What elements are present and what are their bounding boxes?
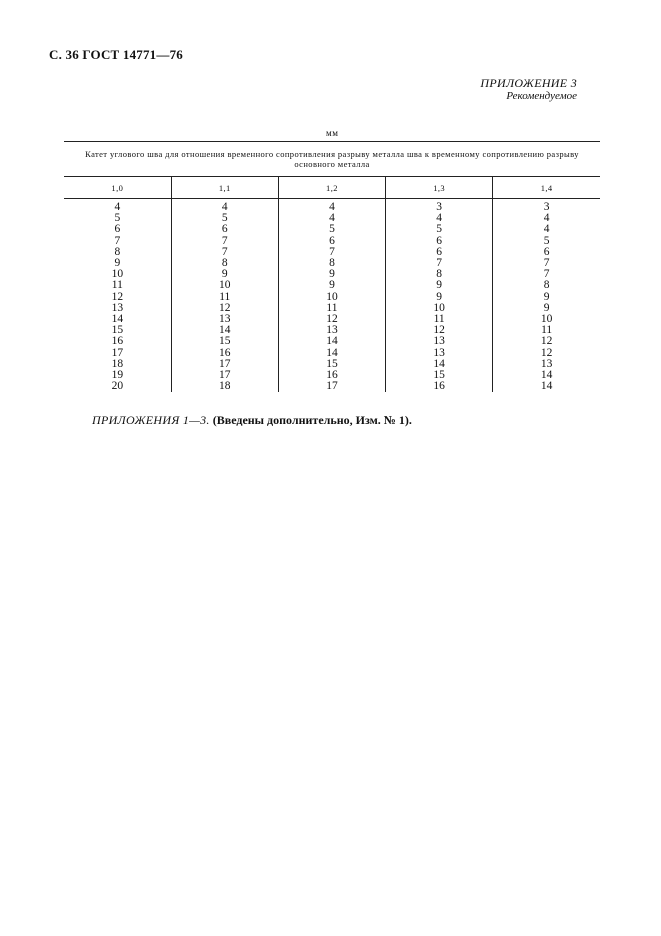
table-cell: 13 [111, 301, 124, 314]
table-cell: 16 [171, 348, 278, 359]
table-cell: 15 [111, 324, 124, 337]
table-cell: 7 [171, 236, 278, 247]
table-cell: 5 [493, 236, 600, 247]
table-cell: 17 [171, 359, 278, 370]
table-cell: 9 [278, 280, 385, 291]
table-cell: 10 [111, 268, 124, 281]
table-cell: 14 [111, 313, 124, 326]
table-cell: 8 [493, 280, 600, 291]
footnote [92, 413, 412, 428]
footnote-text: (Введены дополнительно, Изм. № 1). [212, 413, 412, 427]
column-header: 1,1 [171, 177, 278, 199]
table-cell: 4 [278, 213, 385, 224]
table-cell: 7 [171, 247, 278, 258]
appendix-title: ПРИЛОЖЕНИЕ 3 [480, 76, 577, 90]
table-row [64, 224, 600, 235]
table-cell: 14 [386, 359, 493, 370]
table-cell: 13 [171, 314, 278, 325]
table-cell: 5 [114, 212, 121, 225]
table-cell: 10 [278, 292, 385, 303]
appendix-heading [480, 77, 577, 103]
table-cell: 5 [386, 224, 493, 235]
table-cell: 12 [171, 303, 278, 314]
table-row [64, 336, 600, 347]
table-cell: 14 [171, 325, 278, 336]
table-cell: 15 [171, 336, 278, 347]
table-cell: 9 [386, 280, 493, 291]
table-row [64, 199, 600, 214]
table-cell: 11 [171, 292, 278, 303]
table-cell: 16 [278, 370, 385, 381]
column-header: 1,0 [64, 177, 171, 199]
page-header: С. 36 ГОСТ 14771—76 [49, 47, 183, 62]
table-cell: 7 [386, 258, 493, 269]
table-cell: 10 [171, 280, 278, 291]
column-header: 1,2 [278, 177, 385, 199]
table-cell: 8 [278, 258, 385, 269]
table-cell: 12 [386, 325, 493, 336]
table-cell: 7 [114, 234, 121, 247]
table-cell: 6 [171, 224, 278, 235]
table-cell: 19 [111, 369, 124, 382]
table-row [64, 381, 600, 392]
table-cell: 7 [493, 269, 600, 280]
table-cell: 5 [171, 213, 278, 224]
column-header-row [64, 177, 600, 199]
table-cell: 9 [386, 292, 493, 303]
table-cell: 13 [493, 359, 600, 370]
table-cell: 13 [386, 348, 493, 359]
table-cell: 7 [493, 258, 600, 269]
table-cell: 16 [111, 335, 124, 348]
table-cell: 8 [386, 269, 493, 280]
table-cell: 16 [386, 381, 493, 392]
units-label: мм [326, 128, 339, 138]
table-cell: 6 [386, 247, 493, 258]
table-cell: 3 [386, 199, 493, 214]
table-cell: 4 [493, 224, 600, 235]
table-cell: 11 [111, 279, 123, 292]
table-cell: 14 [278, 348, 385, 359]
appendix-subtitle: Рекомендуемое [506, 90, 577, 102]
table-cell: 3 [493, 199, 600, 214]
table-cell: 11 [386, 314, 493, 325]
table-cell: 14 [278, 336, 385, 347]
table-cell: 15 [278, 359, 385, 370]
table-cell: 14 [493, 381, 600, 392]
table-cell: 4 [114, 201, 121, 213]
table-cell: 7 [278, 247, 385, 258]
table-cell: 17 [171, 370, 278, 381]
table-cell: 6 [493, 247, 600, 258]
table-cell: 4 [278, 199, 385, 214]
table-cell: 20 [111, 380, 124, 393]
table-cell: 11 [278, 303, 385, 314]
table-cell: 5 [278, 224, 385, 235]
table-cell: 12 [493, 348, 600, 359]
table-cell: 12 [111, 290, 124, 303]
table-cell: 11 [493, 325, 600, 336]
table-cell: 10 [386, 303, 493, 314]
table-cell: 9 [493, 303, 600, 314]
table-cell: 9 [171, 269, 278, 280]
table-cell: 9 [493, 292, 600, 303]
table-cell: 10 [493, 314, 600, 325]
column-header: 1,4 [493, 177, 600, 199]
weld-leg-table [64, 141, 600, 392]
table-cell: 12 [278, 314, 385, 325]
table-row [64, 280, 600, 291]
table-cell: 4 [493, 213, 600, 224]
table-cell: 13 [278, 325, 385, 336]
table-cell: 6 [278, 236, 385, 247]
footnote-lead: ПРИЛОЖЕНИЯ 1—3. [92, 413, 210, 427]
table-cell: 8 [114, 245, 121, 258]
table-cell: 14 [493, 370, 600, 381]
table-cell: 6 [114, 223, 121, 236]
table-cell: 4 [171, 199, 278, 214]
table-cell: 18 [171, 381, 278, 392]
table-cell: 4 [386, 213, 493, 224]
table-cell: 6 [386, 236, 493, 247]
table-cell: 17 [111, 346, 124, 359]
table-body [64, 199, 600, 393]
table-cell: 13 [386, 336, 493, 347]
table-cell: 17 [278, 381, 385, 392]
table-caption: Катет углового шва для отношения временного сопротивления разрыву металла шва к временному сопротивлению разрыву основного металла [64, 142, 600, 177]
table-cell: 8 [171, 258, 278, 269]
table-cell: 12 [493, 336, 600, 347]
table-cell: 18 [111, 357, 124, 370]
table-cell: 9 [114, 257, 121, 270]
column-header: 1,3 [386, 177, 493, 199]
table-cell: 15 [386, 370, 493, 381]
table-cell: 9 [278, 269, 385, 280]
